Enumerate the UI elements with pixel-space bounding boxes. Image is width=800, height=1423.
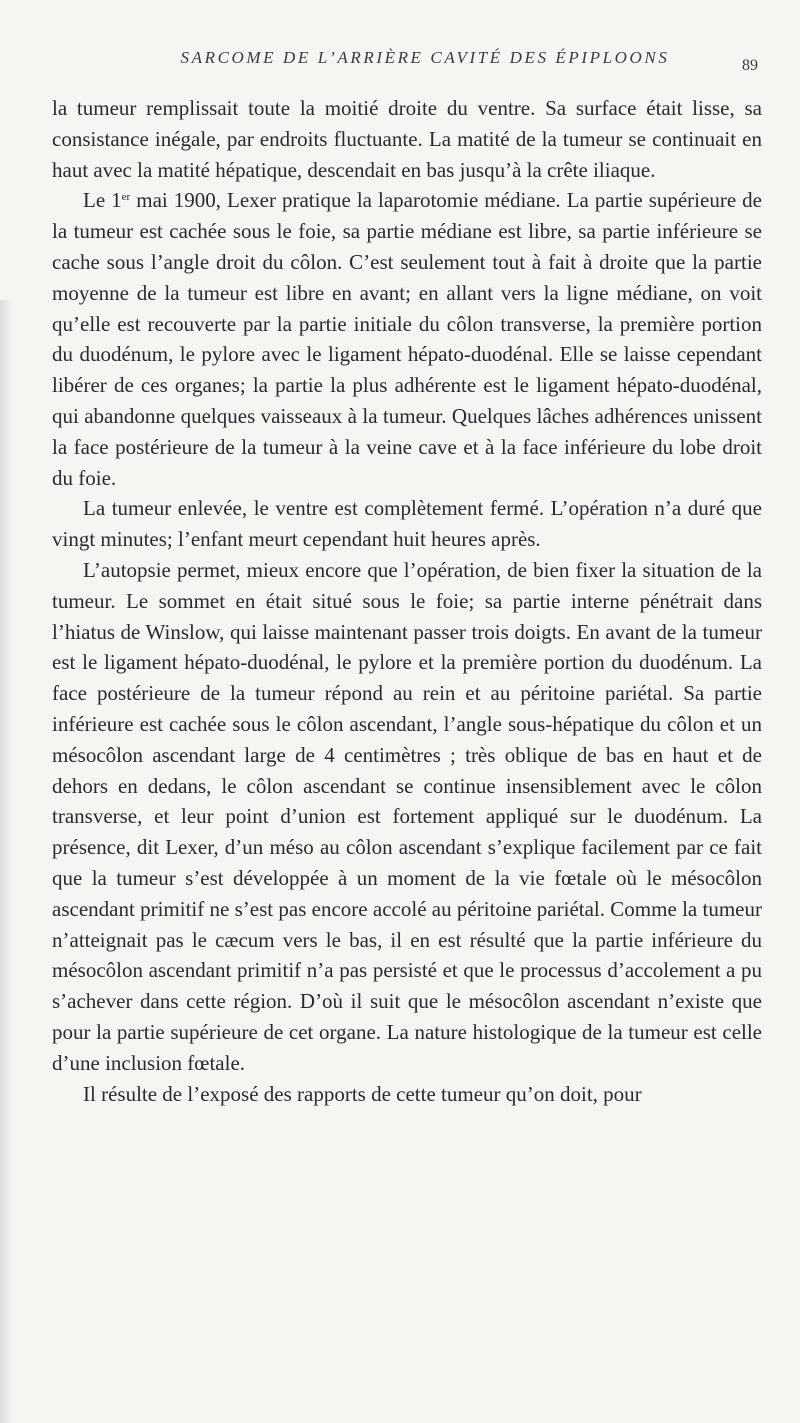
page-number: 89 [742,57,758,74]
paragraph-5: Il résulte de l’exposé des rapports de cette tumeur qu’on doit, pour [83,1081,642,1106]
paragraph-3: La tumeur enlevée, le ventre est complètement fermé. L’opération n’a duré que vingt minutes; l’enfant meurt cependant huit heures après. [52,496,762,552]
ordinal-superscript: er [121,191,131,204]
date-day: Le 1 [83,188,122,213]
paragraph-4: L’autopsie permet, mieux encore que l’opération, de bien fixer la situation de la tumeur. Le sommet en était situé sous le foie; sa partie interne pénétrait dans l’hiatus de Winslow, qui laisse maintenant passer trois doigts. En avant de la tumeur est le ligament hépato-duodénal, le pylore et la première portion du duodénum. La face postérieure de la tumeur répond au rein et au péritoine pariétal. Sa partie inférieure est cachée sous le côlon ascendant, l’angle sous-hépatique du côlon et un mésocôlon ascendant large de 4 centimètres ; très oblique de bas en haut et de dehors en dedans, le côlon ascendant se continue insensiblement avec le côlon transverse, et leur point d’union est fortement appliqué sur le duodénum. La présence, dit Lexer, d’un méso au côlon ascendant s’explique facilement par ce fait que la tumeur s’est développée à un moment de la vie fœtale où le mésocôlon ascendant primitif ne s’est pas encore accolé au péritoine pariétal. Comme la tumeur n’atteignait pas le cæcum vers le bas, il en est résulté que la partie inférieure du mésocôlon ascendant primitif n’a pas persisté et que le processus d’accolement a pu s’achever dans cette région. D’où il suit que le mésocôlon ascendant n’existe que pour la partie supérieure de cet organe. La nature histologique de la tumeur est celle d’une inclusion fœtale. [52,557,762,1075]
page-binding-shadow [0,300,14,1423]
paragraph-2 [52,185,762,493]
paragraph-2-text: mai 1900, Lexer pratique la laparotomie médiane. La partie supérieure de la tumeur est cachée sous le foie, sa partie médiane est libre, sa partie inférieure se cache sous l’angle droit du côlon. C’est seulement tout à fait à droite que la partie moyenne de la tumeur est libre en avant; en allant vers la ligne médiane, on voit qu’elle est recouverte par la partie initiale du côlon transverse, la première portion du duodénum, le pylore avec le ligament hépato-duodénal. Elle se laisse cependant libérer de ces organes; la partie la plus adhérente est le ligament hépato-duodénal, qui abandonne quelques vaisseaux à la tumeur. Quelques lâches adhérences unissent la face postérieure de la tumeur à la veine cave et à la face inférieure du lobe droit du foie. [52,188,762,490]
running-header: SARCOME DE L’ARRIÈRE CAVITÉ DES ÉPIPLOONS [180,48,670,67]
paragraph-1: la tumeur remplissait toute la moitié droite du ventre. Sa surface était lisse, sa consistance inégale, par endroits fluctuante. La matité de la tumeur se continuait en haut avec la matité hépatique, descendait en bas jusqu’à la crête iliaque. [52,96,762,182]
body-text [52,93,762,1109]
